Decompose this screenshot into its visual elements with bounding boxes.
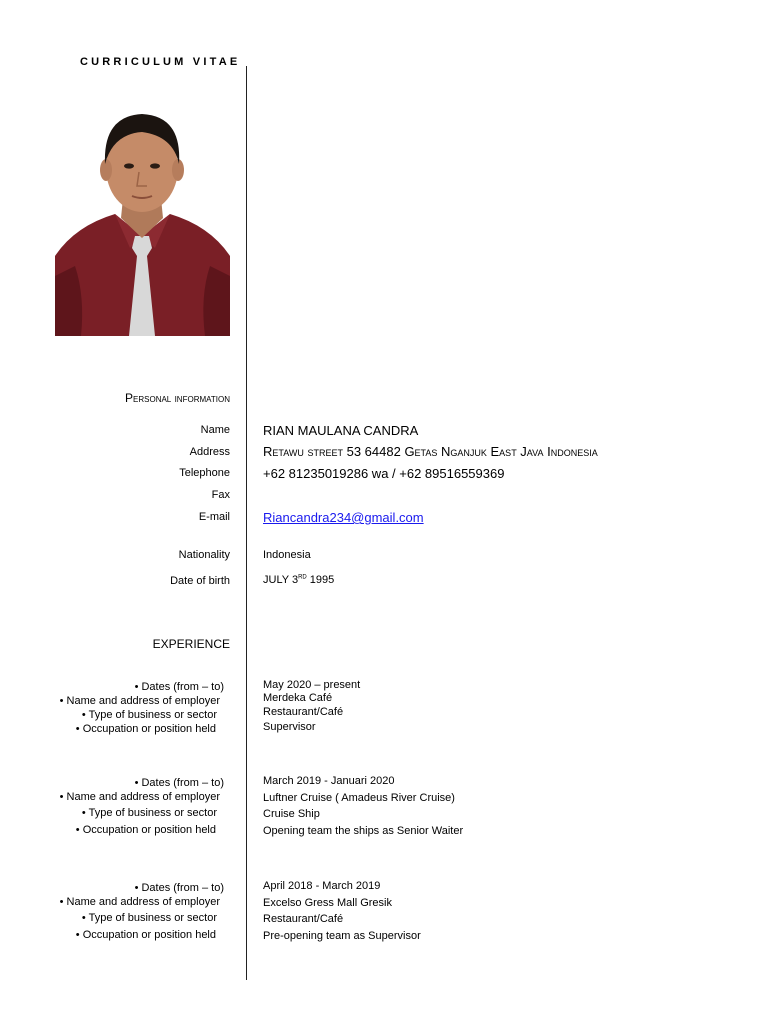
exp-3-business-label: • Type of business or sector [81,912,217,924]
label-address: Address [189,446,230,458]
exp-2-dates: March 2019 - Januari 2020 [263,775,395,787]
cv-title: CURRICULUM VITAE [80,56,241,68]
exp-3-business: Restaurant/Café [263,913,344,925]
exp-3-employer: Excelso Gress Mall Gresik [263,897,392,909]
exp-3-dates: April 2018 - March 2019 [263,880,381,892]
exp-3-position: Pre-opening team as Supervisor [263,930,421,942]
exp-3-position-label: • Occupation or position held [75,929,216,941]
label-name: Name [200,424,230,436]
value-date-of-birth [263,574,334,586]
exp-1-position-label: • Occupation or position held [75,723,216,735]
label-telephone: Telephone [179,467,230,479]
exp-1-employer: Merdeka Café [263,692,333,704]
exp-2-dates-label: • Dates (from – to) [134,777,224,789]
exp-2-business-label: • Type of business or sector [81,807,217,819]
exp-3-employer-label: • Name and address of employer [59,896,220,908]
dob-year: 1995 [306,574,335,586]
exp-3-dates-label: • Dates (from – to) [134,882,224,894]
exp-1-business-label: • Type of business or sector [81,709,217,721]
value-name: RIAN MAULANA CANDRA [263,423,419,438]
label-date-of-birth: Date of birth [170,575,230,587]
experience-heading: EXPERIENCE [152,637,230,651]
dob-suffix: RD [298,574,307,581]
exp-1-employer-label: • Name and address of employer [59,695,220,707]
exp-1-dates: May 2020 – present [263,679,361,691]
value-nationality: Indonesia [263,549,311,561]
value-address: Retawu street 53 64482 Getas Nganjuk East Java Indonesia [263,444,598,459]
exp-1-dates-label: • Dates (from – to) [134,681,224,693]
vertical-divider [246,66,247,980]
label-nationality: Nationality [178,549,230,561]
dob-main: JULY 3 [263,574,299,586]
exp-1-position: Supervisor [263,721,316,733]
label-fax: Fax [211,489,230,501]
exp-2-business: Cruise Ship [263,808,320,820]
exp-2-position-label: • Occupation or position held [75,824,216,836]
label-email: E-mail [198,511,230,523]
personal-info-heading: Personal information [125,391,230,405]
exp-1-business: Restaurant/Café [263,706,344,718]
email-link[interactable]: Riancandra234@gmail.com [263,510,424,525]
value-telephone: +62 81235019286 wa / +62 89516559369 [263,466,505,481]
profile-photo [55,86,230,336]
exp-2-employer-label: • Name and address of employer [59,791,220,803]
exp-2-position: Opening team the ships as Senior Waiter [263,825,464,837]
exp-2-employer: Luftner Cruise ( Amadeus River Cruise) [263,792,455,804]
